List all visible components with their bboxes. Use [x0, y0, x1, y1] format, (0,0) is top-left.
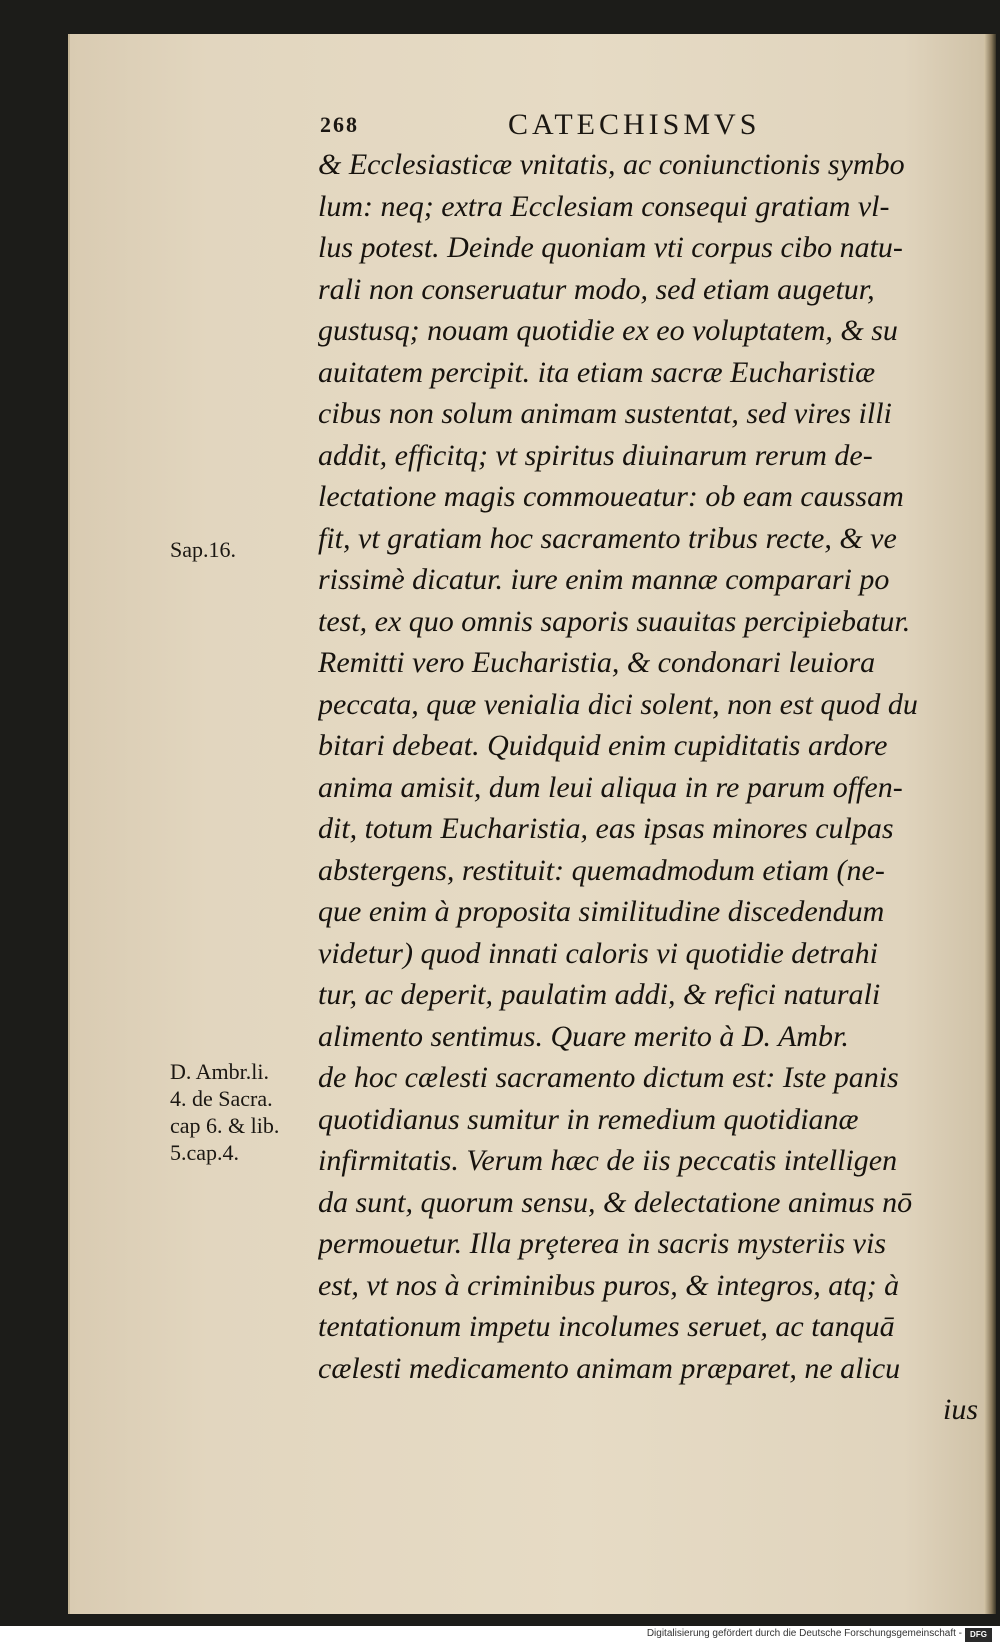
text-line: rissimè dicatur. iure enim mannæ comparari po — [318, 563, 890, 596]
footer-bar — [0, 1626, 1000, 1645]
text-line: gustusq; nouam quotidie ex eo voluptatem, & su — [318, 314, 898, 347]
margin-note-line: cap 6. & lib. — [170, 1113, 280, 1138]
text-line: dit, totum Eucharistia, eas ipsas minores culpas — [318, 812, 894, 845]
body-text — [318, 144, 978, 1431]
margin-note-line: D. Ambr.li. — [170, 1059, 270, 1084]
text-line: tur, ac deperit, paulatim addi, & refici naturali — [318, 978, 881, 1011]
margin-note-line: 5.cap.4. — [170, 1140, 240, 1165]
text-line: cælesti medicamento animam præparet, ne alicu — [318, 1351, 901, 1385]
text-line: abstergens, restituit: quemadmodum etiam (ne- — [318, 853, 885, 887]
page-edge — [984, 34, 996, 1614]
page-header — [320, 104, 920, 144]
text-line: quotidianus sumitur in remedium quotidianæ — [318, 1102, 859, 1136]
text-line: que enim à proposita similitudine discedendum — [318, 895, 885, 928]
margin-note-sap: Sap.16. — [170, 537, 236, 562]
text-line: Remitti vero Eucharistia, & condonari leuiora — [318, 646, 876, 679]
text-line: lus potest. Deinde quoniam vti corpus cibo natu- — [318, 231, 903, 264]
text-line: anima amisit, dum leui aliqua in re parum offen- — [318, 770, 903, 804]
text-line: test, ex quo omnis saporis suauitas percipiebatur. — [318, 604, 911, 638]
text-line: cibus non solum animam sustentat, sed vires illi — [318, 397, 892, 430]
text-line: bitari debeat. Quidquid enim cupiditatis ardore — [318, 729, 888, 762]
text-line: peccata, quæ venialia dici solent, non est quod du — [318, 687, 918, 721]
dfg-logo: DFG — [965, 1628, 992, 1642]
text-line: lum: neq; extra Ecclesiam consequi gratiam vl- — [318, 189, 890, 223]
text-line: da sunt, quorum sensu, & delectatione animus nō — [318, 1185, 913, 1219]
text-line: infirmitatis. Verum hæc de iis peccatis intelligen — [318, 1144, 898, 1177]
catchword: ius — [942, 1393, 978, 1426]
text-line: alimento sentimus. Quare merito à D. Ambr. — [318, 1019, 849, 1053]
text-line: de hoc cælesti sacramento dictum est: Iste panis — [318, 1061, 899, 1094]
margin-note-line: 4. de Sacra. — [170, 1086, 273, 1111]
page-number: 268 — [320, 112, 359, 137]
text-line: lectatione magis commoueatur: ob eam caussam — [318, 480, 904, 513]
running-title: CATECHISMVS — [508, 108, 761, 141]
text-line: est, vt nos à criminibus puros, & integros, atq; à — [318, 1268, 900, 1302]
text-line: permouetur. Illa prȩterea in sacris mysteriis vis — [318, 1227, 886, 1260]
text-line: & Ecclesiasticæ vnitatis, ac coniunctionis symbo — [318, 148, 905, 181]
margin-note-ambr — [170, 1058, 320, 1166]
text-line: fit, vt gratiam hoc sacramento tribus recte, & ve — [318, 521, 897, 555]
footer-credit: Digitalisierung gefördert durch die Deutsche Forschungsgemeinschaft - — [646, 1628, 962, 1639]
text-line: tentationum impetu incolumes seruet, ac tanquā — [318, 1310, 895, 1343]
text-line: auitatem percipit. ita etiam sacræ Eucharistiæ — [318, 355, 876, 389]
text-line: addit, efficitq; vt spiritus diuinarum rerum de- — [318, 438, 873, 472]
text-line: videtur) quod innati caloris vi quotidie detrahi — [318, 936, 878, 970]
text-line: rali non conseruatur modo, sed etiam augetur, — [318, 272, 875, 306]
